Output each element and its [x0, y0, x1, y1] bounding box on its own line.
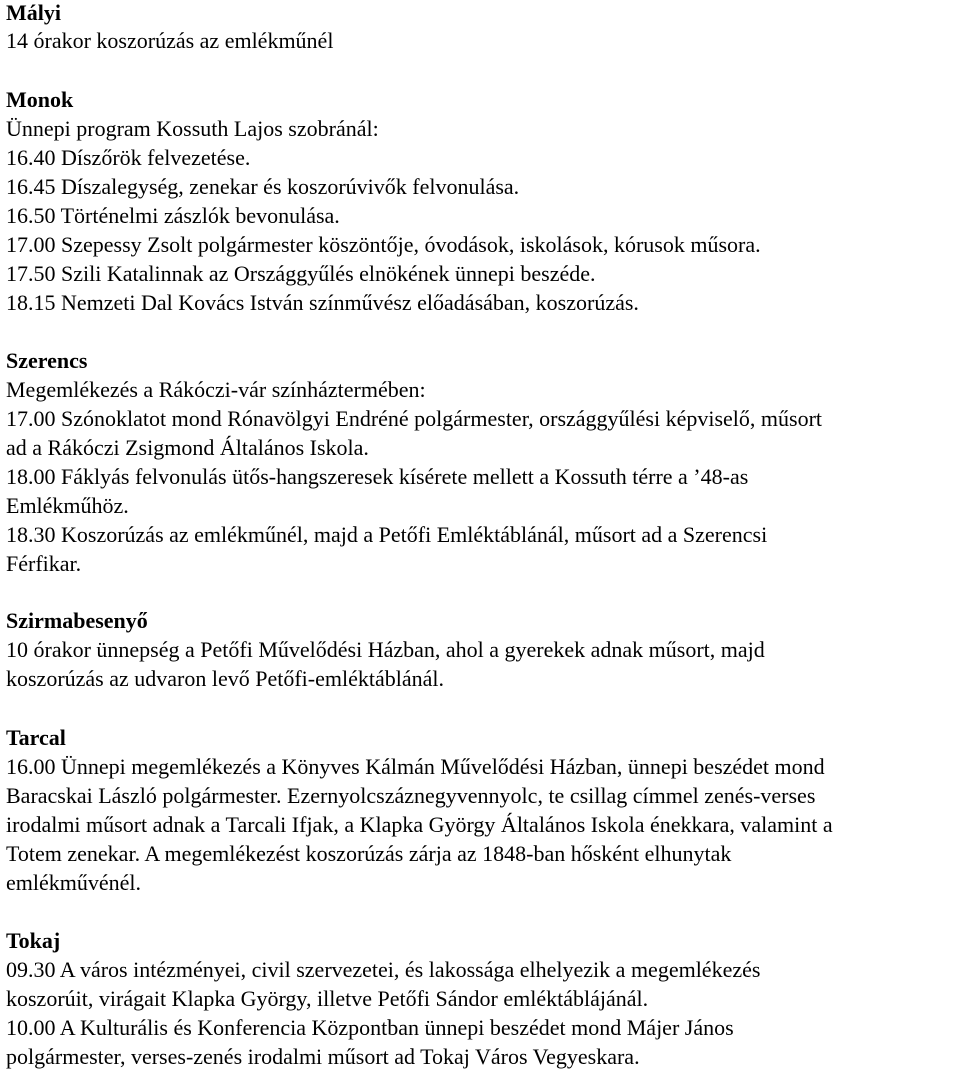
- section-title-tarcal: Tarcal: [6, 725, 66, 750]
- section-line: koszorúit, virágait Klapka György, illetve Petőfi Sándor emléktáblájánál.: [6, 986, 649, 1011]
- section-title-tokaj: Tokaj: [6, 928, 61, 953]
- section-line: Baracskai László polgármester. Ezernyolcszáznegyvennyolc, te csillag címmel zenés-verses: [6, 783, 816, 808]
- section-line: koszorúzás az udvaron levő Petőfi-emléktáblánál.: [6, 666, 445, 691]
- section-line: 10.00 A Kulturális és Konferencia Központban ünnepi beszédet mond Májer János: [6, 1015, 734, 1040]
- section-title-malyi: Mályi: [6, 0, 61, 25]
- section-line: emlékművénél.: [6, 870, 142, 895]
- section-line: polgármester, verses-zenés irodalmi műsort ad Tokaj Város Vegyeskara.: [6, 1044, 640, 1069]
- section-line: 17.00 Szepessy Zsolt polgármester köszöntője, óvodások, iskolások, kórusok műsora.: [6, 232, 761, 257]
- section-line: 16.40 Díszőrök felvezetése.: [6, 145, 251, 170]
- section-line: irodalmi műsort adnak a Tarcali Ifjak, a Klapka György Általános Iskola énekkara, valamint a: [6, 812, 833, 837]
- section-line: 16.45 Díszalegység, zenekar és koszorúvivők felvonulása.: [6, 174, 520, 199]
- section-title-szerencs: Szerencs: [6, 348, 88, 373]
- section-line: 16.00 Ünnepi megemlékezés a Könyves Kálmán Művelődési Házban, ünnepi beszédet mond: [6, 754, 825, 779]
- section-line: Totem zenekar. A megemlékezést koszorúzás zárja az 1848-ban hősként elhunytak: [6, 841, 732, 866]
- section-line: 18.00 Fáklyás felvonulás ütős-hangszeresek kísérete mellett a Kossuth térre a ’48-as: [6, 464, 749, 489]
- section-line: 10 órakor ünnepség a Petőfi Művelődési Házban, ahol a gyerekek adnak műsort, majd: [6, 637, 765, 662]
- section-line: Ünnepi program Kossuth Lajos szobránál:: [6, 116, 379, 141]
- section-line: Megemlékezés a Rákóczi-vár színháztermében:: [6, 377, 426, 402]
- section-line: 14 órakor koszorúzás az emlékműnél: [6, 28, 334, 53]
- section-line: 18.30 Koszorúzás az emlékműnél, majd a Petőfi Emléktáblánál, műsort ad a Szerencsi: [6, 522, 768, 547]
- section-line: 18.15 Nemzeti Dal Kovács István színművész előadásában, koszorúzás.: [6, 290, 639, 315]
- section-line: Emlékműhöz.: [6, 493, 129, 518]
- section-line: 17.50 Szili Katalinnak az Országgyűlés elnökének ünnepi beszéde.: [6, 261, 596, 286]
- section-line: Férfikar.: [6, 551, 82, 576]
- section-title-monok: Monok: [6, 87, 74, 112]
- section-line: 17.00 Szónoklatot mond Rónavölgyi Endréné polgármester, országgyűlési képviselő, műsort: [6, 406, 823, 431]
- section-line: ad a Rákóczi Zsigmond Általános Iskola.: [6, 435, 369, 460]
- section-line: 16.50 Történelmi zászlók bevonulása.: [6, 203, 340, 228]
- section-line: 09.30 A város intézményei, civil szervezetei, és lakossága elhelyezik a megemlékezés: [6, 957, 761, 982]
- section-title-szirmabesenyo: Szirmabesenyő: [6, 608, 148, 633]
